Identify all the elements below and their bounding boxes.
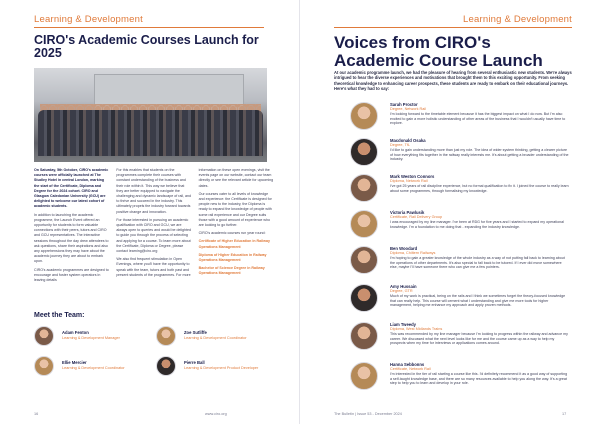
voice-entry [350, 244, 575, 282]
voice-org: Diploma, Chiltern Railways [390, 251, 436, 255]
avatar [34, 326, 54, 346]
voice-name: Macdonald Osaka [390, 138, 426, 143]
voice-entry [350, 320, 575, 358]
avatar [156, 356, 176, 376]
voice-quote: I'm interested in the tier of rail starting a course like this. I'd definitely recommend it as a good way of supporting a self-taught knowledge base, and there are so many resources available to help you along the way. It's a great step to help you to learn and develop in your role. [390, 372, 568, 386]
voice-name: Hanna Sebbonns [390, 362, 425, 367]
member-name: Zoe Sutliffe [184, 330, 207, 335]
article-paragraph: CIRO's academic programmes are designed to encourage and foster system operators in leaving details [34, 267, 109, 283]
voice-text [390, 102, 570, 126]
course-link[interactable]: Certificate of Higher Education in Railway Operations Management [198, 239, 270, 249]
section-tag: Learning & Development [463, 14, 572, 25]
voice-entry [350, 208, 575, 246]
voice-org: Certificate, Rail Delivery Group [390, 215, 443, 219]
member-role: Learning & Development Manager [62, 336, 120, 340]
member-role: Learning & Development Coordinator [184, 336, 247, 340]
member-role: Learning & Development Coordinator [62, 366, 125, 370]
voice-entry [350, 100, 575, 138]
voice-quote: I've got 25 years of rail discipline experience, but no formal qualification to fix it. I joined the course to really learn about some programmes, through formalising my knowledge. [390, 184, 569, 193]
team-member [34, 354, 149, 380]
avatar [350, 210, 378, 238]
article-paragraph: information on these open evenings, visit the events page on our website, contact our team directly or see the relevant article for upcoming dates. [198, 168, 274, 188]
voice-org: Degree, GTR [390, 289, 413, 293]
voice-org: Degree, Network Rail [390, 107, 427, 111]
avatar [350, 246, 378, 274]
voice-text [390, 210, 570, 229]
team-grid [34, 324, 274, 380]
section-divider [334, 27, 572, 28]
article-paragraph: We also find frequent stimulation in Open Evenings, where you'll have the opportunity to speak with the team, tutors and both past and present students of the programmes. For more [116, 257, 191, 277]
section-tag: Learning & Development [34, 14, 143, 25]
voice-quote: I'm looking forward to the timetable element because it has the biggest impact on what I do now. But I'm also excited to gain a more holistic understanding of other areas of the business that I wouldn't usually have time to explore. [390, 112, 566, 126]
voice-text [390, 322, 570, 346]
member-name: Adam Fenton [62, 330, 89, 335]
article-title: CIRO's Academic Courses Launch for 2025 [34, 33, 259, 61]
footer-issue: The Bulletin | Issue 53 - December 2024 [334, 412, 402, 416]
member-name: Pierre Ball [184, 360, 205, 365]
article-body [34, 168, 274, 283]
right-page [300, 0, 600, 424]
member-name: Ellie Mercier [62, 360, 87, 365]
voice-entry [350, 282, 575, 320]
voice-text [390, 174, 570, 193]
avatar [350, 322, 378, 350]
voice-name: Liam Tweedy [390, 322, 416, 327]
course-link[interactable]: Diploma of Higher Education in Railway Operations Management [198, 252, 267, 263]
voice-text [390, 138, 570, 162]
voice-name: Ben Woodard [390, 246, 418, 251]
voice-name: Sarah Proctor [390, 102, 418, 107]
voice-text [390, 362, 570, 386]
article-column [34, 168, 109, 283]
team-member [156, 324, 271, 350]
avatar [350, 362, 378, 390]
section-divider [34, 27, 264, 28]
voice-text [390, 284, 570, 308]
member-role: Learning & Development Product Developer [184, 366, 259, 370]
voice-org: Diploma, West Midlands Trains [390, 327, 443, 331]
avatar [350, 102, 378, 130]
page-number: 16 [34, 412, 39, 416]
avatar [350, 138, 378, 166]
voice-quote: Much of my work is practical, being on the rails and I think we sometimes forget the theory-focused knowledge that can really help. This course will cement what I understanding and give me more tools for higher management, helping me enhance my approach and apply proven methods. [390, 294, 566, 308]
voice-quote: I'm hoping to gain a greater knowledge of the whole industry as a way of not putting fall back to learning about the operations of other departments. It's also special to fall back to be tutored. If I ever did move somewhere else, maybe I'll have someone there who can give me a few pointers. [390, 256, 565, 270]
footer-url[interactable]: www.ciro.org [205, 412, 227, 416]
avatar [350, 174, 378, 202]
voice-entry [350, 360, 575, 398]
photo-crowd [38, 110, 263, 156]
article-paragraph: On Saturday, 5th October, CIRO's academic courses were officially launched at The Studley Hotel in central London, marking the start of the Certificate, Diploma and Degree for the 2024 cohort. CIRO and Glasgow Caledonian University (GCU) are delighted to welcome our latest cohort of academic students. [34, 168, 109, 209]
voice-org: Diploma, Network Rail [390, 179, 428, 183]
article-column [199, 168, 274, 278]
voice-name: Amy Hussain [390, 284, 417, 289]
avatar [34, 356, 54, 376]
meet-team-heading: Meet the Team: [34, 312, 85, 319]
voice-quote: I'd like to gain understanding more than just my role. The idea of wider system thinking, getting a clearer picture of how everything fits together in the railway really interests me. It's about getting a broader understanding of the industry. [390, 148, 569, 162]
group-photo [34, 68, 267, 162]
avatar [156, 326, 176, 346]
article-paragraph: For those interested in pursuing an academic qualification with CIRO and GCU, we are always open to queries and would be delighted to guide you through the process of selecting and applying for a course. To learn more about the Certificate, Diploma or Degree, please contact learning@ciro.org [116, 217, 192, 254]
voice-quote: I was encouraged by my line manager. I've been at RDG for five years and I started to expand my operational knowledge. I'm a foundation to me doing that - expanding the industry knowledge. [390, 220, 564, 229]
voice-org: Degree, TfL [390, 143, 410, 147]
team-member [156, 354, 271, 380]
voice-name: Victoria Pawlusik [390, 210, 425, 215]
article-paragraph: Our courses cater to all levels of knowledge and experience: the Certificate is designed for people new to the industry, the Diploma is ready to expand the knowledge of people with some rail experience and our Degree suits those with a good amount of experience who are looking to go further. [198, 191, 272, 228]
team-member [34, 324, 149, 350]
voice-text [390, 246, 570, 270]
article-paragraph: For this enables that students on the programmes complete their courses with constant understanding of the business and their role within it. This way we believe that they are better equipped to navigate the challenging and dynamic landscape of rail, and to thrive and succeed in the industry. This ultimately propels the industry forward towards positive change and innovation. [116, 168, 192, 214]
voice-quote: This was recommended by my line manager because I'm looking to progress within the railway and advance my career. We discussed what the next level looks like for me and the course came up as a way to help my prospects when my time for interviews or applications comes around. [390, 332, 568, 346]
voice-entry [350, 136, 575, 174]
page-number: 17 [562, 412, 567, 416]
voice-org: Certificate, Network Rail [390, 367, 431, 371]
voice-name: Mark Weston Connors [390, 174, 435, 179]
course-link[interactable]: Bachelor of Science Degree in Railway Operations Management [198, 266, 265, 276]
article-title: Voices from CIRO's Academic Course Launch [334, 33, 543, 70]
article-paragraph: In addition to launching the academic programme, the Launch Event offered an opportunity for students to form valuable connections with their peers, tutors and CIRO and GCU representatives. The interactive sessions throughout the day drew attendees to ask questions, share their aspirations and also any apprehensions they may have about the academic journey they are about to embark upon. [34, 212, 109, 264]
avatar [350, 284, 378, 312]
article-intro: At our academic programme launch, we had the pleasure of hearing from several enthusiastic new students. We're always intrigued to hear the diverse experiences and motivations that brought them to this exciting opportunity. From seeking theoretical knowledge to enhancing career prospects, these students are ready to embark on their educational journeys. Here's what they had to say: [334, 70, 572, 92]
voice-entry [350, 172, 575, 210]
article-paragraph: CIRO's academic courses run year round: [198, 231, 266, 236]
article-column [116, 168, 191, 278]
